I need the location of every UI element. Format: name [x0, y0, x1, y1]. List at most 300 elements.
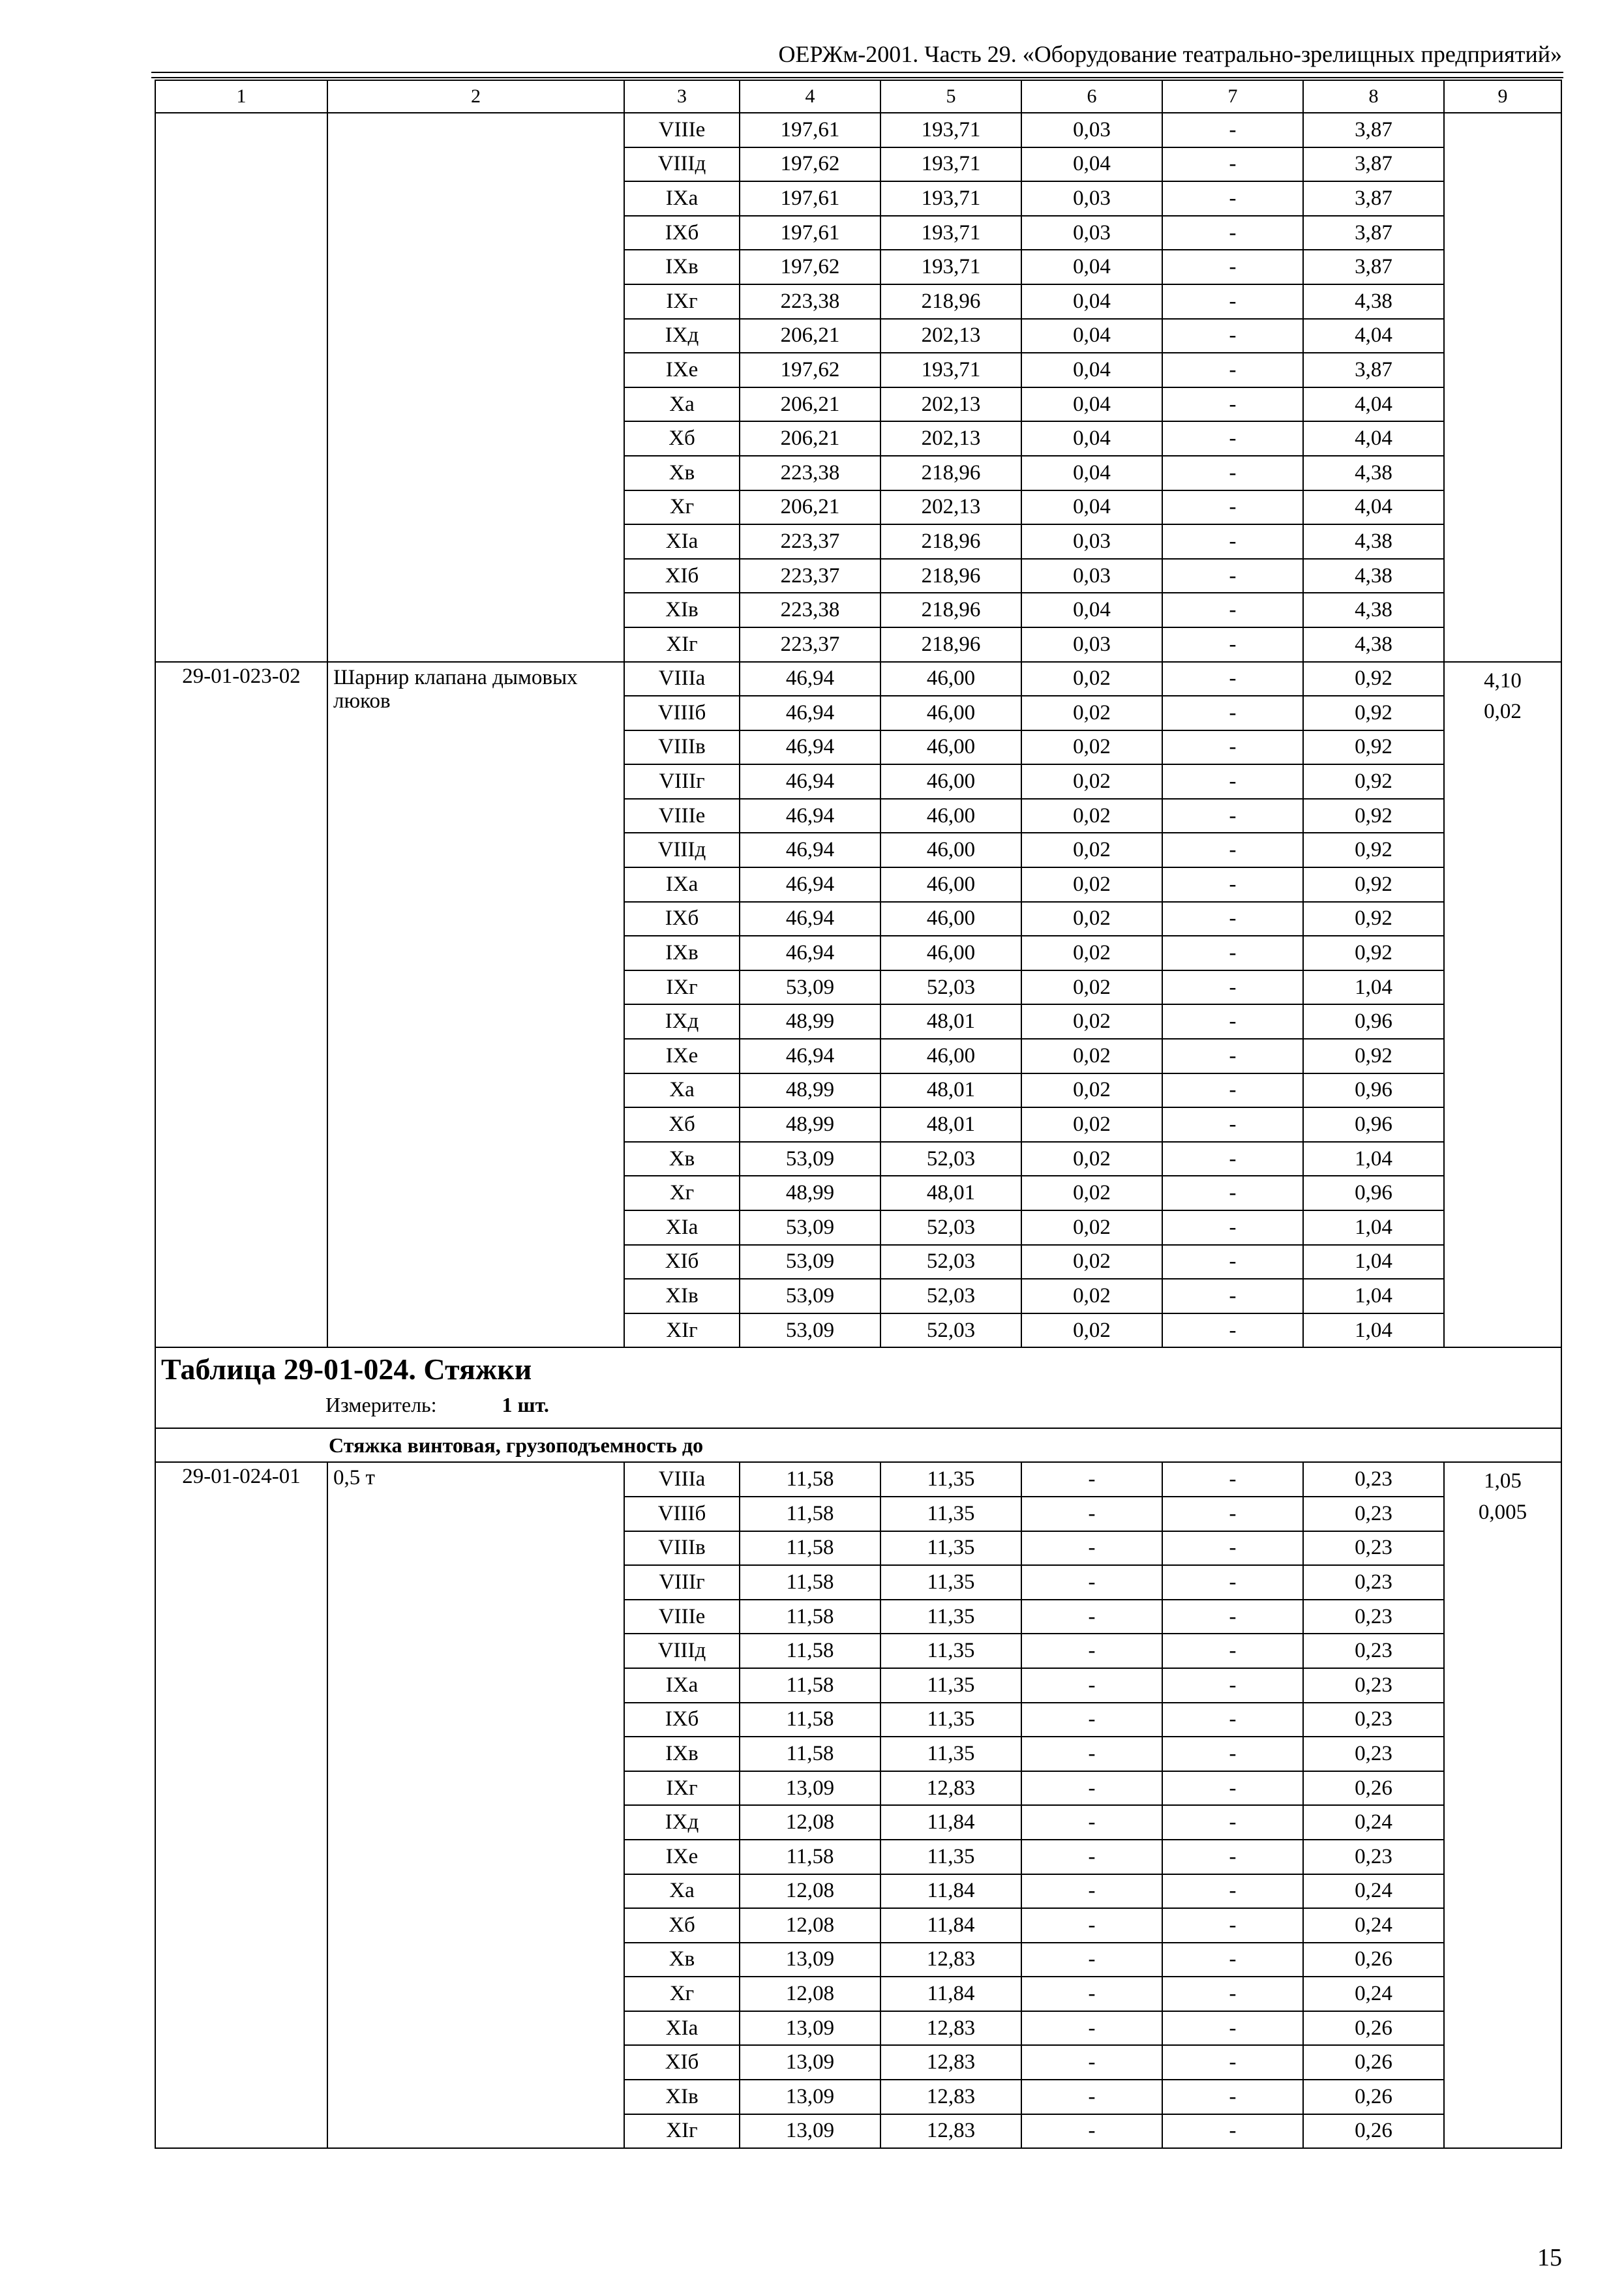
- col5-cell: 202,13: [880, 490, 1021, 525]
- col8-cell: 0,92: [1303, 730, 1444, 765]
- col6-cell: -: [1021, 1840, 1162, 1874]
- col5-cell: 46,00: [880, 799, 1021, 833]
- col6-cell: 0,02: [1021, 936, 1162, 970]
- col7-cell: -: [1162, 2011, 1303, 2046]
- col7-cell: -: [1162, 250, 1303, 284]
- col5-cell: 48,01: [880, 1107, 1021, 1142]
- col4-cell: 46,94: [740, 799, 880, 833]
- col7-cell: -: [1162, 1039, 1303, 1073]
- zone-cell: VIIIа: [624, 1462, 740, 1497]
- col7-cell: -: [1162, 1874, 1303, 1909]
- col5-cell: 46,00: [880, 902, 1021, 936]
- zone-cell: XIг: [624, 1313, 740, 1348]
- col6-cell: 0,02: [1021, 1107, 1162, 1142]
- col6-cell: -: [1021, 2045, 1162, 2080]
- col8-cell: 0,92: [1303, 662, 1444, 696]
- col4-cell: 11,58: [740, 1497, 880, 1531]
- col8-cell: 1,04: [1303, 970, 1444, 1005]
- zone-cell: IXд: [624, 319, 740, 353]
- zone-cell: IXв: [624, 936, 740, 970]
- col4-cell: 46,94: [740, 730, 880, 765]
- name-cell: [327, 113, 624, 662]
- col4-cell: 223,38: [740, 456, 880, 490]
- zone-cell: XIб: [624, 1245, 740, 1279]
- col6-cell: -: [1021, 1943, 1162, 1977]
- col6-cell: -: [1021, 1565, 1162, 1600]
- col8-cell: 0,23: [1303, 1497, 1444, 1531]
- col5-cell: 12,83: [880, 2114, 1021, 2149]
- col4-cell: 46,94: [740, 867, 880, 902]
- col5-cell: 193,71: [880, 147, 1021, 182]
- col7-cell: -: [1162, 1313, 1303, 1348]
- zone-cell: XIв: [624, 593, 740, 627]
- col6-cell: 0,04: [1021, 456, 1162, 490]
- col6-cell: 0,02: [1021, 730, 1162, 765]
- zone-cell: VIIIг: [624, 1565, 740, 1600]
- col8-cell: 1,04: [1303, 1245, 1444, 1279]
- col8-cell: 4,38: [1303, 627, 1444, 662]
- zone-cell: VIIIд: [624, 1634, 740, 1668]
- col8-cell: 0,96: [1303, 1004, 1444, 1039]
- subheader-cell: Стяжка винтовая, грузоподъемность до: [155, 1428, 1561, 1462]
- zone-cell: IXд: [624, 1004, 740, 1039]
- col4-cell: 11,58: [740, 1737, 880, 1771]
- col6-cell: -: [1021, 1600, 1162, 1634]
- header-rule-second: [151, 77, 1563, 78]
- col5-cell: 193,71: [880, 216, 1021, 250]
- zone-cell: XIб: [624, 559, 740, 593]
- column-number: 7: [1162, 80, 1303, 113]
- col6-cell: 0,02: [1021, 1176, 1162, 1210]
- col6-cell: 0,04: [1021, 147, 1162, 182]
- col4-cell: 48,99: [740, 1176, 880, 1210]
- col6-cell: 0,04: [1021, 319, 1162, 353]
- col7-cell: -: [1162, 662, 1303, 696]
- code-cell: [155, 113, 327, 662]
- col8-cell: 4,04: [1303, 387, 1444, 422]
- zone-cell: VIIIе: [624, 113, 740, 147]
- col5-cell: 193,71: [880, 181, 1021, 216]
- col7-cell: -: [1162, 1908, 1303, 1943]
- col4-cell: 53,09: [740, 1245, 880, 1279]
- col4-cell: 53,09: [740, 1142, 880, 1176]
- col8-cell: 0,92: [1303, 902, 1444, 936]
- col5-cell: 193,71: [880, 113, 1021, 147]
- col8-cell: 0,26: [1303, 2045, 1444, 2080]
- col5-cell: 52,03: [880, 1210, 1021, 1245]
- col5-cell: 11,35: [880, 1600, 1021, 1634]
- col5-cell: 218,96: [880, 284, 1021, 319]
- col4-cell: 206,21: [740, 319, 880, 353]
- col6-cell: 0,02: [1021, 1039, 1162, 1073]
- col8-cell: 0,26: [1303, 2114, 1444, 2149]
- col5-cell: 12,83: [880, 2011, 1021, 2046]
- col4-cell: 223,38: [740, 593, 880, 627]
- col6-cell: -: [1021, 2011, 1162, 2046]
- page-header: ОЕРЖм-2001. Часть 29. «Оборудование театрально-зрелищных предприятий»: [778, 41, 1562, 67]
- measure-line: [325, 1394, 1561, 1415]
- table-title-cell: [155, 1347, 1561, 1428]
- col5-cell: 218,96: [880, 524, 1021, 559]
- col5-cell: 46,00: [880, 833, 1021, 867]
- col4-cell: 46,94: [740, 936, 880, 970]
- zone-cell: XIв: [624, 2080, 740, 2114]
- zone-cell: IXг: [624, 284, 740, 319]
- col9-cell: [1444, 113, 1561, 662]
- col8-cell: 0,92: [1303, 1039, 1444, 1073]
- col6-cell: 0,02: [1021, 662, 1162, 696]
- col7-cell: -: [1162, 1703, 1303, 1737]
- col8-cell: 4,04: [1303, 421, 1444, 456]
- zone-cell: XIа: [624, 524, 740, 559]
- col7-cell: -: [1162, 319, 1303, 353]
- col5-cell: 11,35: [880, 1462, 1021, 1497]
- col4-cell: 197,62: [740, 250, 880, 284]
- col4-cell: 12,08: [740, 1874, 880, 1909]
- zone-cell: VIIIе: [624, 799, 740, 833]
- col8-cell: 0,92: [1303, 764, 1444, 799]
- col7-cell: -: [1162, 387, 1303, 422]
- col5-cell: 218,96: [880, 627, 1021, 662]
- zone-cell: IXб: [624, 1703, 740, 1737]
- zone-cell: VIIIа: [624, 662, 740, 696]
- col4-cell: 11,58: [740, 1565, 880, 1600]
- col8-cell: 0,96: [1303, 1176, 1444, 1210]
- col7-cell: -: [1162, 216, 1303, 250]
- col4-cell: 13,09: [740, 1771, 880, 1806]
- col5-cell: 12,83: [880, 2045, 1021, 2080]
- col6-cell: 0,04: [1021, 250, 1162, 284]
- col4-cell: 53,09: [740, 1210, 880, 1245]
- measure-label: Измеритель:: [325, 1392, 437, 1416]
- col4-cell: 46,94: [740, 833, 880, 867]
- zone-cell: VIIIг: [624, 764, 740, 799]
- col6-cell: -: [1021, 1874, 1162, 1909]
- col5-cell: 48,01: [880, 1004, 1021, 1039]
- column-number: 4: [740, 80, 880, 113]
- col5-cell: 11,35: [880, 1497, 1021, 1531]
- zone-cell: XIг: [624, 627, 740, 662]
- table-row: [155, 662, 1561, 696]
- zone-cell: Xа: [624, 387, 740, 422]
- col8-cell: 0,92: [1303, 696, 1444, 730]
- zone-cell: Xг: [624, 1176, 740, 1210]
- col6-cell: -: [1021, 1908, 1162, 1943]
- column-number: 1: [155, 80, 327, 113]
- col6-cell: 0,02: [1021, 902, 1162, 936]
- col7-cell: -: [1162, 627, 1303, 662]
- zone-cell: Xв: [624, 1943, 740, 1977]
- col5-cell: 11,84: [880, 1874, 1021, 1909]
- col4-cell: 11,58: [740, 1634, 880, 1668]
- col5-cell: 52,03: [880, 1279, 1021, 1313]
- col7-cell: -: [1162, 490, 1303, 525]
- table-title-row: [155, 1347, 1561, 1428]
- rates-table-body: [155, 80, 1561, 2148]
- col7-cell: -: [1162, 1668, 1303, 1703]
- col6-cell: 0,04: [1021, 353, 1162, 387]
- col4-cell: 13,09: [740, 2080, 880, 2114]
- col6-cell: 0,02: [1021, 1313, 1162, 1348]
- col9-value-bottom: 0,02: [1484, 700, 1522, 724]
- zone-cell: Xг: [624, 490, 740, 525]
- col6-cell: -: [1021, 1668, 1162, 1703]
- col7-cell: -: [1162, 833, 1303, 867]
- zone-cell: IXа: [624, 1668, 740, 1703]
- col6-cell: -: [1021, 1737, 1162, 1771]
- col5-cell: 202,13: [880, 421, 1021, 456]
- col5-cell: 12,83: [880, 1943, 1021, 1977]
- col7-cell: -: [1162, 284, 1303, 319]
- col5-cell: 11,35: [880, 1531, 1021, 1566]
- col4-cell: 11,58: [740, 1703, 880, 1737]
- col4-cell: 197,62: [740, 147, 880, 182]
- zone-cell: VIIIв: [624, 730, 740, 765]
- column-number: 6: [1021, 80, 1162, 113]
- zone-cell: IXв: [624, 250, 740, 284]
- col8-cell: 0,24: [1303, 1874, 1444, 1909]
- col8-cell: 0,92: [1303, 867, 1444, 902]
- col5-cell: 193,71: [880, 353, 1021, 387]
- col5-cell: 52,03: [880, 1245, 1021, 1279]
- column-number: 9: [1444, 80, 1561, 113]
- col7-cell: -: [1162, 936, 1303, 970]
- col6-cell: 0,03: [1021, 113, 1162, 147]
- zone-cell: IXб: [624, 902, 740, 936]
- col7-cell: -: [1162, 2045, 1303, 2080]
- col6-cell: 0,02: [1021, 970, 1162, 1005]
- col8-cell: 3,87: [1303, 181, 1444, 216]
- zone-cell: XIб: [624, 2045, 740, 2080]
- col7-cell: -: [1162, 1565, 1303, 1600]
- table-row: [155, 113, 1561, 147]
- col7-cell: -: [1162, 1176, 1303, 1210]
- col6-cell: 0,02: [1021, 1004, 1162, 1039]
- col6-cell: 0,02: [1021, 1073, 1162, 1108]
- name-cell: Шарнир клапана дымовых люков: [327, 662, 624, 1348]
- col8-cell: 0,26: [1303, 2080, 1444, 2114]
- col6-cell: 0,04: [1021, 284, 1162, 319]
- col7-cell: -: [1162, 1737, 1303, 1771]
- col8-cell: 3,87: [1303, 216, 1444, 250]
- zone-cell: IXа: [624, 181, 740, 216]
- zone-cell: XIа: [624, 2011, 740, 2046]
- col4-cell: 46,94: [740, 696, 880, 730]
- col4-cell: 13,09: [740, 1943, 880, 1977]
- col5-cell: 46,00: [880, 936, 1021, 970]
- code-cell: 29-01-023-02: [155, 662, 327, 1348]
- col4-cell: 53,09: [740, 970, 880, 1005]
- zone-cell: Xб: [624, 1908, 740, 1943]
- col6-cell: 0,03: [1021, 216, 1162, 250]
- col4-cell: 12,08: [740, 1908, 880, 1943]
- col7-cell: -: [1162, 1805, 1303, 1840]
- col4-cell: 48,99: [740, 1107, 880, 1142]
- col8-cell: 4,38: [1303, 593, 1444, 627]
- zone-cell: Xб: [624, 1107, 740, 1142]
- rates-table: [155, 80, 1562, 2149]
- col6-cell: 0,02: [1021, 833, 1162, 867]
- column-number: 8: [1303, 80, 1444, 113]
- col5-cell: 218,96: [880, 593, 1021, 627]
- col7-cell: -: [1162, 1073, 1303, 1108]
- col4-cell: 11,58: [740, 1840, 880, 1874]
- col4-cell: 206,21: [740, 490, 880, 525]
- col6-cell: 0,02: [1021, 1279, 1162, 1313]
- col7-cell: -: [1162, 2080, 1303, 2114]
- zone-cell: VIIIб: [624, 696, 740, 730]
- col7-cell: -: [1162, 867, 1303, 902]
- col7-cell: -: [1162, 1840, 1303, 1874]
- col9-value-top: 1,05: [1484, 1469, 1522, 1493]
- col8-cell: 4,04: [1303, 319, 1444, 353]
- col8-cell: 0,24: [1303, 1805, 1444, 1840]
- col5-cell: 11,35: [880, 1840, 1021, 1874]
- col6-cell: 0,02: [1021, 696, 1162, 730]
- col6-cell: 0,02: [1021, 1142, 1162, 1176]
- col7-cell: -: [1162, 1210, 1303, 1245]
- col8-cell: 1,04: [1303, 1210, 1444, 1245]
- col5-cell: 218,96: [880, 456, 1021, 490]
- column-number: 5: [880, 80, 1021, 113]
- col8-cell: 0,92: [1303, 799, 1444, 833]
- column-number: 2: [327, 80, 624, 113]
- col7-cell: -: [1162, 1462, 1303, 1497]
- col4-cell: 206,21: [740, 387, 880, 422]
- col5-cell: 11,84: [880, 1908, 1021, 1943]
- zone-cell: Xа: [624, 1874, 740, 1909]
- col5-cell: 11,35: [880, 1668, 1021, 1703]
- col7-cell: -: [1162, 1497, 1303, 1531]
- column-numbers-row: [155, 80, 1561, 113]
- col8-cell: 3,87: [1303, 113, 1444, 147]
- col7-cell: -: [1162, 764, 1303, 799]
- col8-cell: 0,96: [1303, 1073, 1444, 1108]
- col7-cell: -: [1162, 1004, 1303, 1039]
- col5-cell: 48,01: [880, 1176, 1021, 1210]
- col7-cell: -: [1162, 1771, 1303, 1806]
- col8-cell: 0,23: [1303, 1668, 1444, 1703]
- col8-cell: 0,92: [1303, 833, 1444, 867]
- col7-cell: -: [1162, 524, 1303, 559]
- col4-cell: 46,94: [740, 1039, 880, 1073]
- col5-cell: 11,84: [880, 1805, 1021, 1840]
- col8-cell: 0,23: [1303, 1840, 1444, 1874]
- col5-cell: 11,35: [880, 1703, 1021, 1737]
- column-number: 3: [624, 80, 740, 113]
- zone-cell: VIIIд: [624, 833, 740, 867]
- col9-value-bottom: 0,005: [1478, 1501, 1527, 1525]
- col4-cell: 223,37: [740, 627, 880, 662]
- zone-cell: IXг: [624, 1771, 740, 1806]
- col4-cell: 13,09: [740, 2011, 880, 2046]
- col4-cell: 197,61: [740, 216, 880, 250]
- col5-cell: 46,00: [880, 867, 1021, 902]
- col4-cell: 223,37: [740, 524, 880, 559]
- zone-cell: VIIIд: [624, 147, 740, 182]
- col8-cell: 1,04: [1303, 1142, 1444, 1176]
- col6-cell: 0,03: [1021, 524, 1162, 559]
- zone-cell: Xа: [624, 1073, 740, 1108]
- col6-cell: 0,02: [1021, 1245, 1162, 1279]
- col5-cell: 12,83: [880, 1771, 1021, 1806]
- col7-cell: -: [1162, 696, 1303, 730]
- col7-cell: -: [1162, 2114, 1303, 2149]
- col8-cell: 3,87: [1303, 250, 1444, 284]
- zone-cell: Xг: [624, 1977, 740, 2011]
- col9-cell: [1444, 662, 1561, 1348]
- col7-cell: -: [1162, 421, 1303, 456]
- zone-cell: VIIIе: [624, 1600, 740, 1634]
- col4-cell: 206,21: [740, 421, 880, 456]
- col5-cell: 46,00: [880, 764, 1021, 799]
- col7-cell: -: [1162, 181, 1303, 216]
- col7-cell: -: [1162, 593, 1303, 627]
- measure-unit: 1 шт.: [502, 1392, 549, 1416]
- col4-cell: 53,09: [740, 1279, 880, 1313]
- col6-cell: -: [1021, 1977, 1162, 2011]
- col8-cell: 0,23: [1303, 1634, 1444, 1668]
- col7-cell: -: [1162, 147, 1303, 182]
- col6-cell: 0,02: [1021, 1210, 1162, 1245]
- col8-cell: 0,23: [1303, 1462, 1444, 1497]
- col5-cell: 52,03: [880, 1313, 1021, 1348]
- col4-cell: 11,58: [740, 1668, 880, 1703]
- zone-cell: XIг: [624, 2114, 740, 2149]
- col7-cell: -: [1162, 799, 1303, 833]
- zone-cell: IXг: [624, 970, 740, 1005]
- col8-cell: 4,38: [1303, 559, 1444, 593]
- col4-cell: 197,61: [740, 113, 880, 147]
- col5-cell: 46,00: [880, 662, 1021, 696]
- col4-cell: 11,58: [740, 1600, 880, 1634]
- col6-cell: -: [1021, 1462, 1162, 1497]
- col4-cell: 223,38: [740, 284, 880, 319]
- col4-cell: 13,09: [740, 2045, 880, 2080]
- col6-cell: 0,03: [1021, 559, 1162, 593]
- zone-cell: XIа: [624, 1210, 740, 1245]
- table-row: [155, 1462, 1561, 1497]
- col8-cell: 0,26: [1303, 1771, 1444, 1806]
- col8-cell: 3,87: [1303, 147, 1444, 182]
- col5-cell: 202,13: [880, 319, 1021, 353]
- col6-cell: 0,03: [1021, 627, 1162, 662]
- col8-cell: 1,04: [1303, 1279, 1444, 1313]
- col9-cell: [1444, 1462, 1561, 2148]
- col7-cell: -: [1162, 1279, 1303, 1313]
- col7-cell: -: [1162, 1245, 1303, 1279]
- zone-cell: Xв: [624, 1142, 740, 1176]
- col7-cell: -: [1162, 970, 1303, 1005]
- col8-cell: 3,87: [1303, 353, 1444, 387]
- col7-cell: -: [1162, 113, 1303, 147]
- col7-cell: -: [1162, 1634, 1303, 1668]
- col7-cell: -: [1162, 1107, 1303, 1142]
- col5-cell: 11,35: [880, 1737, 1021, 1771]
- page-number: 15: [1537, 2244, 1562, 2271]
- col8-cell: 0,26: [1303, 1943, 1444, 1977]
- col7-cell: -: [1162, 1531, 1303, 1566]
- name-cell: 0,5 т: [327, 1462, 624, 2148]
- header-rule: [151, 72, 1563, 73]
- col5-cell: 218,96: [880, 559, 1021, 593]
- col5-cell: 11,84: [880, 1977, 1021, 2011]
- col8-cell: 0,92: [1303, 936, 1444, 970]
- col6-cell: -: [1021, 1805, 1162, 1840]
- col5-cell: 11,35: [880, 1634, 1021, 1668]
- col7-cell: -: [1162, 1142, 1303, 1176]
- zone-cell: Xв: [624, 456, 740, 490]
